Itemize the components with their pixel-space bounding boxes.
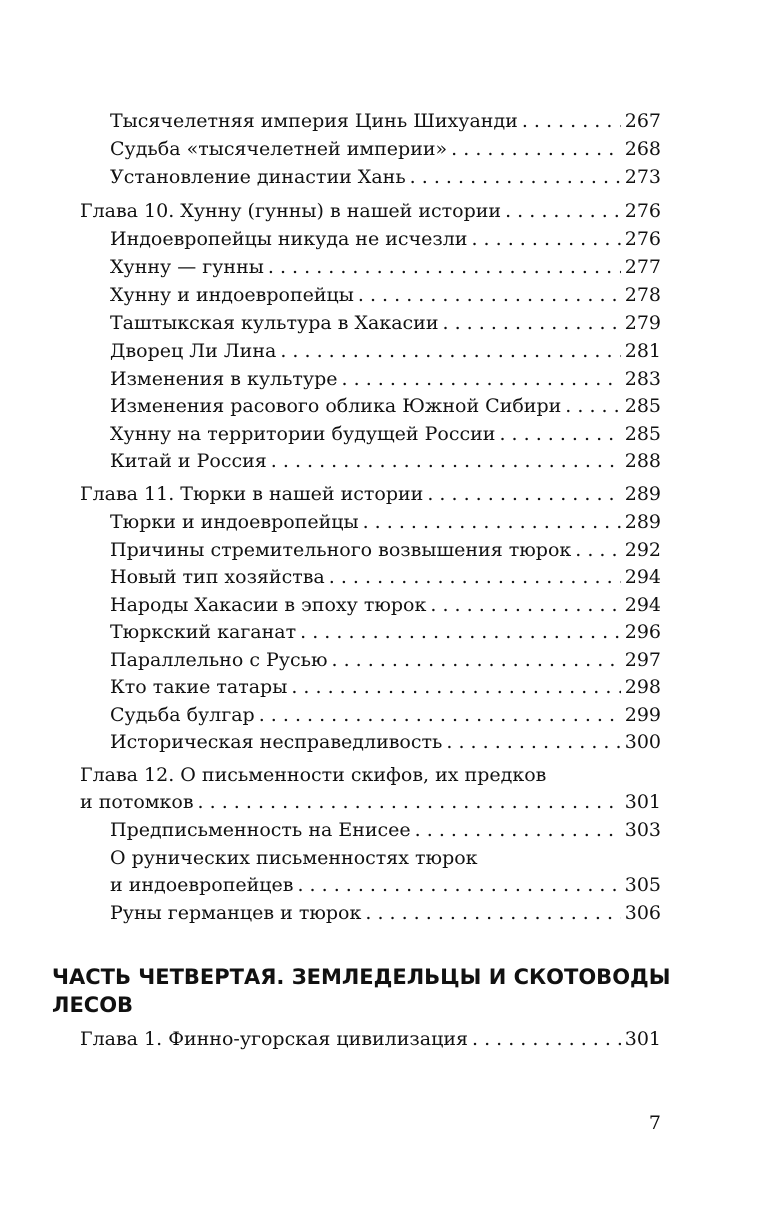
toc-entry[interactable]: Тюркский каганат . . . 296 [110, 619, 661, 645]
toc-entry[interactable]: Изменения расового облика Южной Сибири . . . 285 [110, 393, 661, 419]
part-heading [52, 963, 692, 1019]
toc-chapter-entry[interactable]: Глава 10. Хунну (гунны) в нашей истории . . . 276 [80, 198, 661, 224]
toc-entry[interactable]: Хунну — гунны . . . 277 [110, 254, 661, 280]
toc-entry[interactable]: Установление династии Хань . . . 273 [110, 164, 661, 190]
toc-entry-line1[interactable]: О рунических письменностях тюрок [110, 847, 478, 869]
toc-chapter-entry[interactable]: Глава 1. Финно-угорская цивилизация . . . 301 [80, 1026, 661, 1052]
toc-entry[interactable]: Китай и Россия . . . 288 [110, 448, 661, 474]
toc-chapter-entry-line1[interactable]: Глава 12. О письменности скифов, их предков [80, 764, 547, 786]
toc-entry[interactable]: Новый тип хозяйства . . . 294 [110, 564, 661, 590]
toc-entry[interactable]: Кто такие татары . . . 298 [110, 674, 661, 700]
toc-entry[interactable]: Судьба булгар . . . 299 [110, 702, 661, 728]
toc-entry[interactable]: Народы Хакасии в эпоху тюрок . . . 294 [110, 592, 661, 618]
part-heading-line1: ЧАСТЬ ЧЕТВЕРТАЯ. ЗЕМЛЕДЕЛЬЦЫ И СКОТОВОДЫ [52, 965, 671, 989]
toc-entry[interactable]: Индоевропейцы никуда не исчезли . . . 276 [110, 226, 661, 252]
toc-entry[interactable]: Причины стремительного возвышения тюрок . . . 292 [110, 537, 661, 563]
toc-entry[interactable]: Тюрки и индоевропейцы . . . 289 [110, 509, 661, 535]
toc-entry[interactable]: Таштыкская культура в Хакасии . . . 279 [110, 310, 661, 336]
toc-entry[interactable]: Хунну и индоевропейцы . . . 278 [110, 282, 661, 308]
toc-entry[interactable]: Руны германцев и тюрок . . . 306 [110, 900, 661, 926]
toc-entry[interactable]: Предписьменность на Енисее . . . 303 [110, 817, 661, 843]
toc-entry[interactable]: Хунну на территории будущей России . . . 285 [110, 421, 661, 447]
toc-entry[interactable]: Историческая несправедливость . . . 300 [110, 729, 661, 755]
toc-entry[interactable]: Тысячелетняя империя Цинь Шихуанди . . . 267 [110, 108, 661, 134]
toc-entry[interactable]: Судьба «тысячелетней империи» . . . 268 [110, 136, 661, 162]
part-heading-line2: ЛЕСОВ [52, 993, 134, 1017]
toc-entry[interactable]: Параллельно с Русью . . . 297 [110, 647, 661, 673]
toc-entry[interactable]: Дворец Ли Лина . . . 281 [110, 338, 661, 364]
toc-chapter-entry-line2[interactable]: и потомков . . . 301 [80, 789, 661, 815]
toc-entry[interactable]: Изменения в культуре . . . 283 [110, 366, 661, 392]
toc-chapter-entry[interactable]: Глава 11. Тюрки в нашей истории . . . 289 [80, 481, 661, 507]
toc-entry-line2[interactable]: и индоевропейцев . . . 305 [110, 872, 661, 898]
page-number: 7 [648, 1112, 661, 1134]
